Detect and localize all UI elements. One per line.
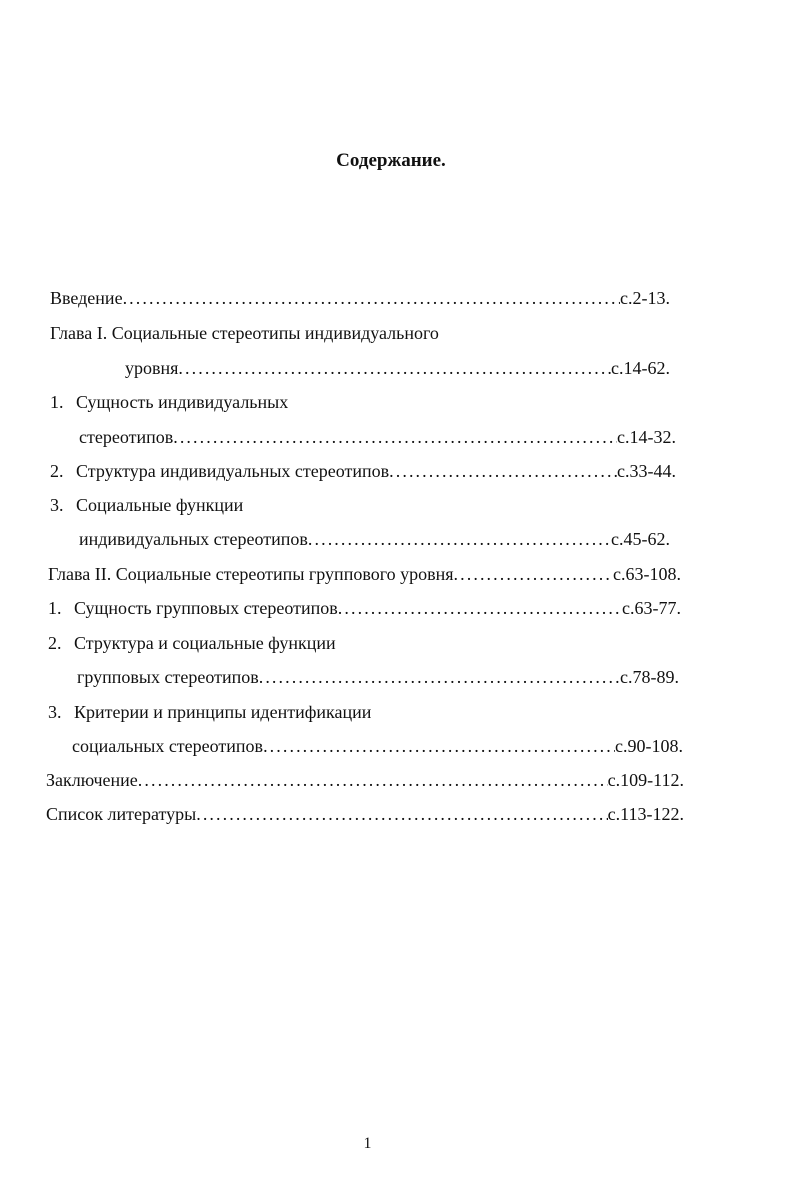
toc-entry-label: Список литературы xyxy=(46,804,197,824)
toc-section-number: 3. xyxy=(50,495,64,515)
toc-section-number: 1. xyxy=(50,392,64,412)
toc-entry-label: Структура индивидуальных стереотипов xyxy=(76,461,390,481)
toc-entry-conclusion xyxy=(46,768,684,792)
toc-section-text: Сущность индивидуальных xyxy=(76,392,289,412)
toc-entry-label: социальных стереотипов xyxy=(72,736,264,756)
toc-entry-section-2-1 xyxy=(48,596,681,620)
dot-leader xyxy=(123,286,620,310)
toc-section-2-2-title xyxy=(48,631,336,655)
toc-section-1-1-title xyxy=(50,390,288,414)
toc-entry-page: с.78-89. xyxy=(620,667,679,687)
toc-entry-page: с.14-62. xyxy=(611,358,670,378)
toc-section-number: 2. xyxy=(48,633,62,653)
toc-section-1-3-title xyxy=(50,493,243,517)
dot-leader xyxy=(338,596,622,620)
toc-entry-label: Заключение xyxy=(46,770,138,790)
dot-leader xyxy=(389,459,617,483)
toc-entry-page: с.33-44. xyxy=(617,461,676,481)
dot-leader xyxy=(196,802,607,826)
toc-section-number: 1. xyxy=(48,598,62,618)
toc-entry-label: Введение xyxy=(50,288,123,308)
dot-leader xyxy=(173,425,617,449)
dot-leader xyxy=(308,527,611,551)
dot-leader xyxy=(138,768,608,792)
toc-entry-label: групповых стереотипов xyxy=(77,667,259,687)
toc-entry-label: индивидуальных стереотипов xyxy=(79,529,308,549)
toc-entry-page: с.113-122. xyxy=(607,804,684,824)
dot-leader xyxy=(259,665,620,689)
dot-leader xyxy=(263,734,615,758)
toc-entry-page: с.45-62. xyxy=(611,529,670,549)
dot-leader xyxy=(178,356,611,380)
toc-entry-chapter-1 xyxy=(125,356,670,380)
toc-entry-label: стереотипов xyxy=(79,427,174,447)
toc-entry-label: Сущность групповых стереотипов xyxy=(74,598,338,618)
toc-entry-section-1-3 xyxy=(79,527,670,551)
toc-entry-page: с.63-77. xyxy=(622,598,681,618)
toc-entry-section-1-2 xyxy=(50,459,676,483)
toc-entry-references xyxy=(46,802,684,826)
toc-section-text: Структура и социальные функции xyxy=(74,633,336,653)
page-number: 1 xyxy=(363,1135,372,1152)
page-title: Содержание. xyxy=(336,150,446,171)
toc-section-number: 3. xyxy=(48,702,62,722)
toc-entry-page: с.109-112. xyxy=(607,770,684,790)
toc-entry-label: Глава II. Социальные стереотипы группового уровня xyxy=(48,564,454,584)
toc-section-text: Критерии и принципы идентификации xyxy=(74,702,372,722)
toc-entry-page: с.2-13. xyxy=(620,288,670,308)
toc-section-text: Социальные функции xyxy=(76,495,244,515)
toc-entry-page: с.90-108. xyxy=(615,736,683,756)
toc-entry-chapter-2 xyxy=(48,562,681,586)
toc-section-number: 2. xyxy=(50,461,64,481)
toc-section-2-3-title xyxy=(48,700,371,724)
toc-entry-section-2-3 xyxy=(72,734,683,758)
toc-entry-section-2-2 xyxy=(77,665,679,689)
toc-entry-section-1-1 xyxy=(79,425,676,449)
toc-entry-intro xyxy=(50,286,670,310)
toc-entry-page: с.63-108. xyxy=(613,564,681,584)
toc-entry-page: с.14-32. xyxy=(617,427,676,447)
toc-chapter-1-title: Глава I. Социальные стереотипы индивидуального xyxy=(50,323,439,343)
dot-leader xyxy=(454,562,613,586)
toc-entry-label: уровня xyxy=(125,358,179,378)
